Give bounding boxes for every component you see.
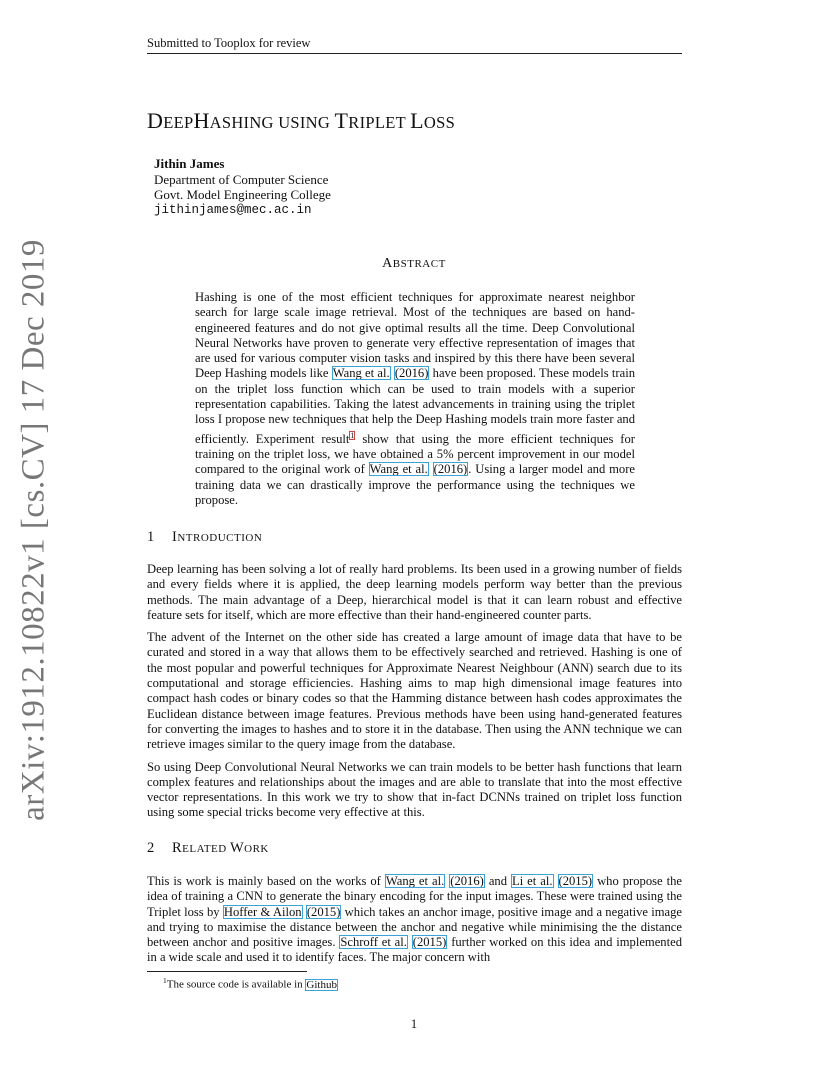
author-email[interactable]: jithinjames@mec.ac.in bbox=[154, 202, 312, 217]
paragraph: Deep learning has been solving a lot of really hard problems. Its been used in a growing number of fields and every fields where it is applied, the deep learning models perform way better than the previous methods. The main advantage of a Deep, hierarchical model is that it can learn robust and effective feature sets for itself, which are more effective than their hand-engineered counter parts. bbox=[147, 562, 682, 622]
running-header: Submitted to Tooplox for review bbox=[147, 36, 311, 50]
abstract-heading: ABSTRACT bbox=[382, 256, 446, 271]
author-college: Govt. Model Engineering College bbox=[154, 187, 331, 202]
github-link[interactable]: Github bbox=[306, 978, 337, 991]
author-name: Jithin James bbox=[154, 156, 225, 171]
author-department: Department of Computer Science bbox=[154, 171, 329, 187]
author-block bbox=[154, 156, 331, 218]
paragraph: The advent of the Internet on the other side has created a large amount of image data that have to be curated and stored in a way that allows them to be effectively searched and retrieved. Hashing is one of the most popular and powerful techniques for Approximate Nearest Neighbour (ANN) search due to its computational and storage efficiencies. Hashing aims to map high dimensional image features into compact hash codes or binary codes so that the Hamming distance between hash codes approximates the Euclidean distance between image features. Previous methods have been using hand-generated features for converting the images to hashes and to store it in the database. Then using the ANN technique we can retrieve images similar to the query image from the database. bbox=[147, 630, 682, 752]
footnote: $^1$The source code is available in Github bbox=[163, 976, 337, 991]
page-number: 1 bbox=[410, 1017, 418, 1031]
citation-year-link[interactable]: (2015) bbox=[412, 935, 447, 950]
related-work-body: This is work is mainly based on the works of Wang et al. (2016) and Li et al. (2015) who propose the idea of training a CNN to generate the binary encoding for the input images. These were trained using the Triplet loss by Hoffer & Ailon (2015) which takes an anchor image, positive image and a negative image and trying to maximise the distance between the anchor and negative while minimising the the distance between anchor and positive images. Schroff et al. (2015) further worked on this idea and implemented in a wide scale and used it to identify faces. The major concern with bbox=[147, 874, 683, 965]
citation-year-link[interactable]: (2016) bbox=[450, 874, 484, 888]
section-heading-introduction: 1 INTRODUCTION bbox=[147, 529, 263, 545]
citation-year-link[interactable]: (2015) bbox=[306, 904, 341, 919]
citation-link[interactable]: Schroff et al. bbox=[340, 935, 407, 950]
header-rule bbox=[147, 53, 682, 54]
abstract-text: Hashing is one of the most efficient techniques for approximate nearest neighbor search for large scale image retrieval. Most of the techniques are based on hand-engineered features and do not give optimal results all the time. Deep Convolutional Neural Networks have proven to generate very effective representation of images that are used for various computer vision tasks and inspired by this there have been several Deep Hashing models like Wang et al. (2016) have been proposed. These models train on the triplet loss function which can be used to train models with a superior representation capabilities. Taking the latest advancements in training using the triplet loss I propose new techniques that help the Deep Hashing models train more faster and efficiently. Experiment result$^1$ show that using the more efficient techniques for training on the triplet loss, we have obtained a 5% percent improvement in our model compared to the original work of Wang et al. (2016). Using a larger model and more training data we can drastically improve the performance using the techniques we propose. bbox=[195, 290, 636, 508]
citation-link[interactable]: Hoffer & Ailon bbox=[223, 904, 302, 919]
footnote-rule bbox=[147, 971, 307, 972]
citation-link[interactable]: Wang et al. bbox=[332, 366, 390, 381]
arxiv-id-text: arXiv:1912.10822v1 [cs.CV] 17 Dec 2019 bbox=[15, 239, 52, 821]
citation-year-link[interactable]: (2015) bbox=[558, 874, 593, 888]
citation-year-link[interactable]: (2016) bbox=[433, 462, 468, 477]
section-heading-related-work: 2 RELATED WORK bbox=[147, 840, 269, 856]
introduction-body bbox=[147, 562, 682, 828]
footnote-reference[interactable]: 1 bbox=[350, 430, 355, 440]
citation-link[interactable]: Wang et al. bbox=[369, 462, 428, 477]
citation-year-link[interactable]: (2016) bbox=[394, 366, 429, 381]
paper-title: DEEPHASHING USING TRIPLET LOSS bbox=[147, 108, 456, 133]
citation-link[interactable]: Li et al. bbox=[512, 874, 553, 888]
citation-link[interactable]: Wang et al. bbox=[385, 874, 445, 888]
paragraph: So using Deep Convolutional Neural Networks we can train models to be better hash functions that learn complex features and relationships about the images and are able to translate that into the most effective vector representations. In this work we try to show that in-fact DCNNs trained on triplet loss function using some special tricks become very effective at this. bbox=[147, 759, 682, 820]
